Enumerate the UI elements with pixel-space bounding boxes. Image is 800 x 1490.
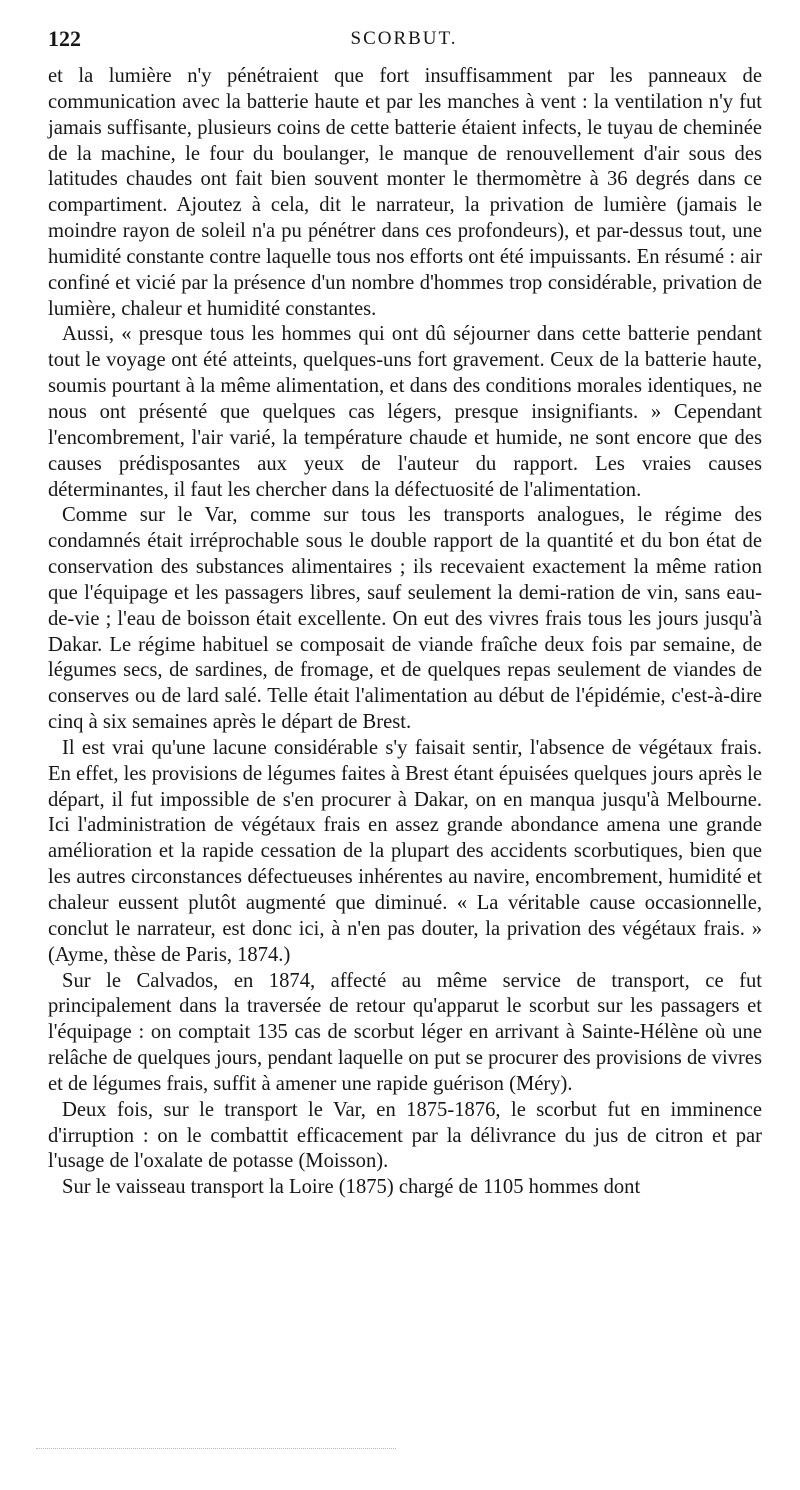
running-head: SCORBUT. bbox=[350, 28, 458, 49]
paragraph: Aussi, « presque tous les hommes qui ont dû séjourner dans cette batterie pendant tout le voyage ont été atteints, quelques-uns fort gravement. Ceux de la batterie haute, soumis pourtant à la même alimentation, et dans des conditions morales identiques, ne nous ont présenté que quelques cas légers, presque insignifiants. » Cependant l'encombrement, l'air varié, la température chaude et humide, ne sont encore que des causes prédisposantes aux yeux de l'auteur du rapport. Les vraies causes déterminantes, il faut les chercher dans la défectuosité de l'alimentation. bbox=[48, 323, 762, 501]
page-header bbox=[48, 26, 760, 62]
page-number: 122 bbox=[48, 26, 81, 51]
paragraph: et la lumière n'y pénétraient que fort insuffisamment par les panneaux de communication avec la batterie haute et par les manches à vent : la ventilation n'y fut jamais suffisante, plusieurs coins de cette batterie étaient infects, le tuyau de cheminée de la machine, le four du boulanger, le manque de renouvellement d'air sous des latitudes chaudes ont fait bien souvent monter le thermomètre à 36 degrés dans ce compartiment. Ajoutez à cela, dit le narrateur, la privation de lumière (jamais le moindre rayon de soleil n'a pu pénétrer dans ces profondeurs), et par-dessus tout, une humidité constante contre laquelle tous nos efforts ont été impuissants. En résumé : air confiné et vicié par la présence d'un nombre d'hommes trop considérable, privation de lumière, chaleur et humidité constantes. bbox=[48, 65, 762, 320]
paragraph: Sur le Calvados, en 1874, affecté au même service de transport, ce fut principalement dans la traversée de retour qu'apparut le scorbut sur les passagers et l'équipage : on comptait 135 cas de scorbut léger en arrivant à Sainte-Hélène où une relâche de quelques jours, pendant laquelle on put se procurer des provisions de vivres et de légumes frais, suffit à amener une rapide guérison (Méry). bbox=[48, 969, 762, 1095]
paragraph: Sur le vaisseau transport la Loire (1875) chargé de 1105 hommes dont bbox=[62, 1176, 641, 1199]
footer-rule bbox=[36, 1448, 396, 1449]
paragraph: Il est vrai qu'une lacune considérable s'y faisait sentir, l'absence de végétaux frais. En effet, les provisions de légumes faites à Brest étant épuisées quelques jours après le départ, il fut impossible de s'en procurer à Dakar, on en manqua jusqu'à Melbourne. Ici l'administration de végétaux frais en assez grande abondance amena une grande amélioration et la rapide cessation de la plupart des accidents scorbutiques, bien que les autres circonstances défectueuses inhérentes au navire, encombrement, humidité et chaleur eussent plutôt augmenté que diminué. « La véritable cause occasionnelle, conclut le narrateur, est donc ici, à n'en pas douter, la privation des végétaux frais. » (Ayme, thèse de Paris, 1874.) bbox=[48, 736, 762, 966]
paragraph: Deux fois, sur le transport le Var, en 1875-1876, le scorbut fut en imminence d'irruption : on le combattit efficacement par la délivrance du jus de citron et par l'usage de l'oxalate de potasse (Moisson). bbox=[48, 1098, 762, 1173]
paragraph: Comme sur le Var, comme sur tous les transports analogues, le régime des condamnés était irréprochable sous le double rapport de la quantité et du bon état de conservation des substances alimentaires ; ils recevaient exactement la même ration que l'équipage et les passagers libres, sauf seulement la demi-ration de vin, sans eau-de-vie ; l'eau de boisson était excellente. On eut des vivres frais tous les jours jusqu'à Dakar. Le régime habituel se composait de viande fraîche deux fois par semaine, de légumes secs, de sardines, de fromage, et de quelques repas seulement de viandes de conserves ou de lard salé. Telle était l'alimentation au début de l'épidémie, c'est-à-dire cinq à six semaines après le départ de Brest. bbox=[48, 504, 762, 734]
body-text bbox=[48, 64, 762, 1201]
